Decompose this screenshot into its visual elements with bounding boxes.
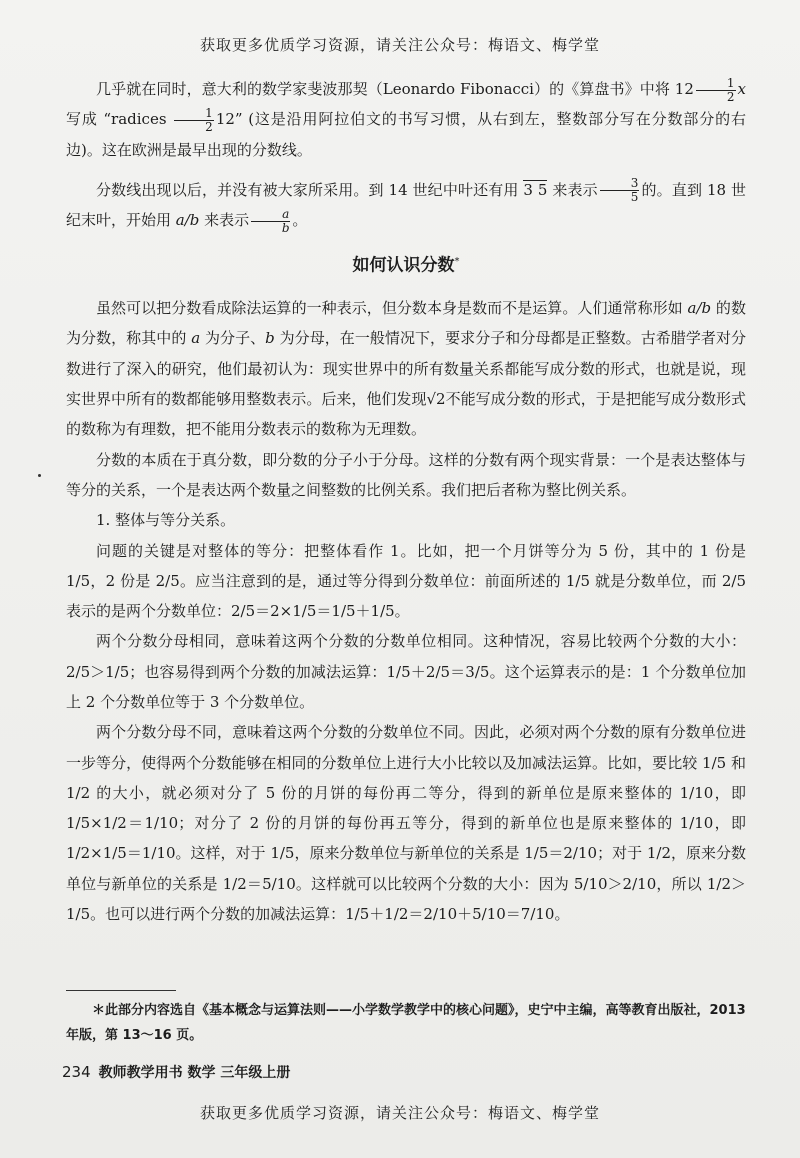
fraction-denominator: 5 [630, 190, 639, 205]
fraction-one-half [696, 77, 736, 104]
fraction-numerator: a [251, 208, 290, 222]
fraction-denominator: b [281, 220, 290, 235]
section-paragraph-4: 两个分数分母相同，意味着这两个分数的分数单位相同。这种情况，容易比较两个分数的大小：2/5＞1/5；也容易得到两个分数的加减法运算：1/5＋2/5＝3/5。这个运算表示的是：1 个分数单位加上 2 个分数单位等于 3 个分数单位。 [66, 632, 746, 711]
intro-text: 分数线出现以后，并没有被大家所采用。到 14 世纪中叶还有用 [96, 180, 524, 199]
section-paragraph-1 [66, 293, 746, 444]
intro-text: 来表示 [199, 211, 250, 230]
footnote: ＊此部分内容选自《基本概念与运算法则——小学数学教学中的核心问题》，史宁中主编，高等教育出版社，2013 年版，第 13～16 页。 [66, 1003, 746, 1043]
fraction-numerator: 1 [174, 107, 214, 121]
variable-x: x [737, 80, 746, 98]
book-title: 教师教学用书 数学 三年级上册 [98, 1065, 291, 1081]
fraction-denominator: 2 [205, 119, 213, 134]
intro-paragraph-2 [66, 175, 746, 236]
intro-text: 来表示 [547, 180, 598, 199]
expression-a-over-b: a/b [175, 211, 200, 230]
subsection-title: 1. 整体与等分关系。 [96, 511, 236, 530]
intro-text: 的。直到 18 世纪末叶，开始用 [66, 180, 746, 230]
intro-text: 几乎就在同时，意大利的数学家斐波那契（Leonardo Fibonacci）的《算盘书》中将 12 [96, 80, 694, 98]
paragraph-text: 虽然可以把分数看成除法运算的一种表示，但分数本身是数而不是运算。人们通常称形如 [96, 299, 688, 318]
intro-text: 。 [292, 211, 308, 230]
sqrt-two: √2 [426, 390, 446, 409]
section-paragraph-5: 两个分数分母不同，意味着这两个分数的分数单位不同。因此，必须对两个分数的原有分数单位进一步等分，使得两个分数能够在相同的分数单位上进行大小比较以及加减法运算。比如，要比较 1/5 和 1/2 的大小，就必须对分了 5 份的月饼的每份再二等分，得到的新单位是原来整体的 1/10，即 1/5×1/2＝1/10；对分了 2 份的月饼的每份再五等分，得到的新单位也是原来整体的 1/10，即 1/2×1/5＝1/10。这样，对于 1/5，原来分数单位与新单位的关系是 1/5＝2/10；对于 1/2，原来分数单位与新单位的关系是 1/2＝5/10。这样就可以比较两个分数的大小：因为 5/10＞2/10，所以 1/2＞1/5。也可以进行两个分数的加减法运算：1/5＋1/2＝2/10＋5/10＝7/10。 [66, 723, 746, 924]
section-heading-text: 如何认识分数 [352, 256, 455, 277]
footnote-marker: * [454, 256, 460, 268]
fraction-a-over-b [251, 208, 290, 235]
section-paragraph-3: 问题的关键是对整体的等分：把整体看作 1。比如，把一个月饼等分为 5 份，其中的 1 份是 1/5，2 份是 2/5。应当注意到的是，通过等分得到分数单位：前面所述的 1/5 就是分数单位，而 2/5 表示的是两个分数单位：2/5＝2×1/5＝1/5＋1/5。 [66, 541, 746, 621]
promo-banner-top: 获取更多优质学习资源，请关注公众号：梅语文、梅学堂 [199, 36, 600, 54]
page-body [66, 74, 746, 929]
paragraph-text: 为分母，在一般情况下，要求分子和分母都是正整数。古希腊学者对分数进行了深入的研究，他们最初认为：现实世界中的所有数量关系都能写成分数的形式，也就是说，现实世界中所有的数都能够用整数表示。后来，他们发现 [66, 329, 746, 409]
expression-a-over-b: a/b [687, 299, 712, 318]
historical-fraction-notation: 3 5 [523, 180, 548, 199]
intro-paragraph-1 [66, 74, 746, 165]
page-number: 234 [62, 1063, 91, 1081]
paragraph-text: 不能写成分数的形式，于是把能写成分数形式的数称为有理数，把不能用分数表示的数称为无理数。 [66, 390, 746, 439]
fraction-one-half [174, 107, 214, 134]
margin-speck [38, 474, 41, 477]
fraction-numerator: 3 [600, 177, 640, 191]
paragraph-text: 的数为分数，称其中的 [66, 299, 746, 348]
page-footer [62, 1062, 290, 1082]
intro-text: 写成 “radices [66, 110, 173, 129]
section-heading [66, 247, 746, 281]
variable-b: b [265, 329, 275, 348]
fraction-denominator: 2 [726, 89, 735, 104]
variable-a: a [191, 329, 201, 348]
fraction-numerator: 1 [696, 77, 736, 91]
paragraph-text: 为分子、 [200, 329, 266, 348]
intro-text: 12” (这是沿用阿拉伯文的书写习惯，从右到左，整数部分写在分数部分的右边)。这在欧洲是最早出现的分数线。 [66, 110, 746, 159]
footnote-divider [66, 990, 176, 991]
fraction-three-fifths [600, 177, 640, 204]
promo-banner-bottom: 获取更多优质学习资源，请关注公众号：梅语文、梅学堂 [199, 1104, 600, 1122]
section-paragraph-2: 分数的本质在于真分数，即分数的分子小于分母。这样的分数有两个现实背景：一个是表达整体与等分的关系，一个是表达两个数量之间整数的比例关系。我们把后者称为整比例关系。 [66, 450, 746, 499]
